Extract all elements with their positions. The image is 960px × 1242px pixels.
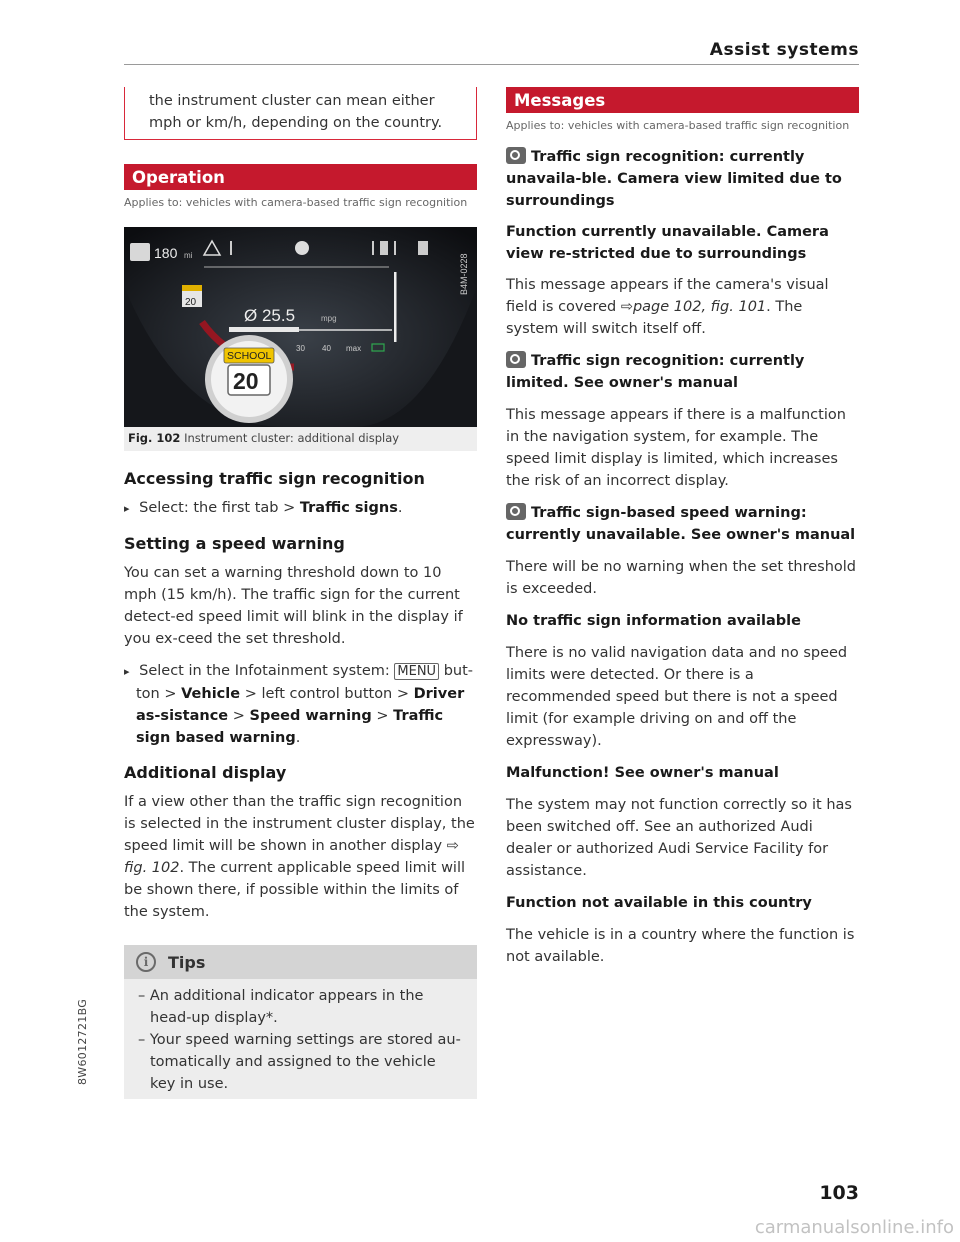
scale-max: max — [346, 344, 362, 353]
message-text-5: The system may not function correctly so it has been switched off. See an authorized Audi dealer or authorized Audi Service Facility for assistance. — [506, 797, 852, 879]
tips-title: Tips — [168, 952, 206, 972]
message-heading-1: Traffic sign recognition: currently unavaila-ble. Camera view limited due to surroundings — [506, 149, 842, 209]
tips-box — [124, 945, 477, 1099]
accessing-step: ▸ Select: the first tab > Traffic signs. — [124, 497, 477, 520]
message-heading-5: Malfunction! See owner's manual — [506, 765, 779, 781]
messages-applies-to: Applies to: vehicles with camera-based traffic sign recognition — [506, 119, 850, 132]
section-operation-title: Operation — [124, 164, 477, 190]
heading-accessing: Accessing traffic sign recognition — [124, 469, 425, 488]
message-subheading-1: Function currently unavailable. Camera view re-stricted due to surroundings — [506, 224, 829, 262]
figure-code: B4M-0228 — [459, 253, 469, 295]
page-header-title: Assist systems — [709, 40, 859, 60]
heading-speed-warning: Setting a speed warning — [124, 534, 345, 553]
additional-display-paragraph: If a view other than the traffic sign recognition is selected in the instrument cluster display, the speed limit will be shown in another display ⇨ fig. 102. The current applicable speed limit will be shown there, if possible within the limits of the system. — [124, 794, 475, 920]
school-sign-value: 20 — [233, 368, 259, 394]
traffic-sign-camera-icon — [506, 503, 526, 520]
heading-additional-display: Additional display — [124, 763, 287, 782]
message-text-4: There is no valid navigation data and no speed limits were detected. Or there is a recommended speed but there is not a speed limit (for example driving on and off the expressway). — [506, 645, 848, 749]
figure-caption — [124, 427, 477, 451]
instrument-cluster-image — [124, 227, 477, 427]
message-heading-3: Traffic sign-based speed warning: currently unavailable. See owner's manual — [506, 505, 856, 543]
message-text-6: The vehicle is in a country where the function is not available. — [506, 927, 855, 965]
message-text-2: This message appears if there is a malfunction in the navigation system, for example. The speed limit display is limited, which increases the risk of an incorrect display. — [506, 407, 846, 489]
tips-item: – Your speed warning settings are stored au-tomatically and assigned to the vehicle key in use. — [138, 1032, 461, 1092]
message-heading-4: No traffic sign information available — [506, 613, 801, 629]
page-number: 103 — [819, 1182, 859, 1204]
compass-icon — [295, 241, 309, 255]
speed-warning-paragraph: You can set a warning threshold down to 10 mph (15 km/h). The traffic sign for the current detect-ed speed limit will blink in the display if you ex-ceed the set threshold. — [124, 565, 463, 647]
left-column — [124, 87, 477, 1099]
info-icon: i — [136, 952, 156, 972]
consumption-value: Ø 25.5 — [244, 306, 296, 325]
section-messages-title: Messages — [506, 87, 859, 113]
range-unit: mi — [184, 251, 193, 260]
traffic-sign-camera-icon — [506, 351, 526, 368]
header-divider — [124, 64, 859, 65]
tips-header — [124, 945, 477, 979]
menu-key: MENU — [394, 663, 439, 680]
watermark: carmanualsonline.info — [754, 1217, 954, 1238]
message-text-3: There will be no warning when the set threshold is exceeded. — [506, 559, 857, 597]
continued-note: the instrument cluster can mean either mph or km/h, depending on the country. — [124, 87, 477, 140]
figure-caption-text: Instrument cluster: additional display — [184, 431, 400, 445]
tips-item: – An additional indicator appears in the head-up display*. — [138, 988, 424, 1026]
operation-applies-to: Applies to: vehicles with camera-based traffic sign recognition — [124, 196, 468, 209]
consumption-unit: mpg — [321, 314, 337, 323]
range-value: 180 — [154, 245, 178, 261]
right-column — [506, 87, 859, 968]
tips-list — [124, 979, 477, 1099]
message-heading-6: Function not available in this country — [506, 895, 812, 911]
message-heading-2: Traffic sign recognition: currently limited. See owner's manual — [506, 353, 805, 391]
message-text-1: This message appears if the camera's visual field is covered ⇨page 102, fig. 101. The system will switch itself off. — [506, 277, 829, 337]
range-icon — [130, 243, 150, 261]
scale-40: 40 — [322, 344, 331, 353]
document-code: 8W6012721BG — [76, 998, 89, 1085]
figure-label: Fig. 102 — [128, 431, 181, 445]
traffic-sign-camera-icon — [506, 147, 526, 164]
scale-30: 30 — [296, 344, 305, 353]
speed-warning-step: ▸ Select in the Infotainment system: MENU but-ton > Vehicle > left control button > Driver as-sistance > Speed warning > Traffic sign based warning. — [124, 660, 477, 749]
school-sign-label: SCHOOL — [227, 350, 272, 362]
small-sign-value: 20 — [185, 297, 197, 308]
figure-102 — [124, 227, 477, 451]
